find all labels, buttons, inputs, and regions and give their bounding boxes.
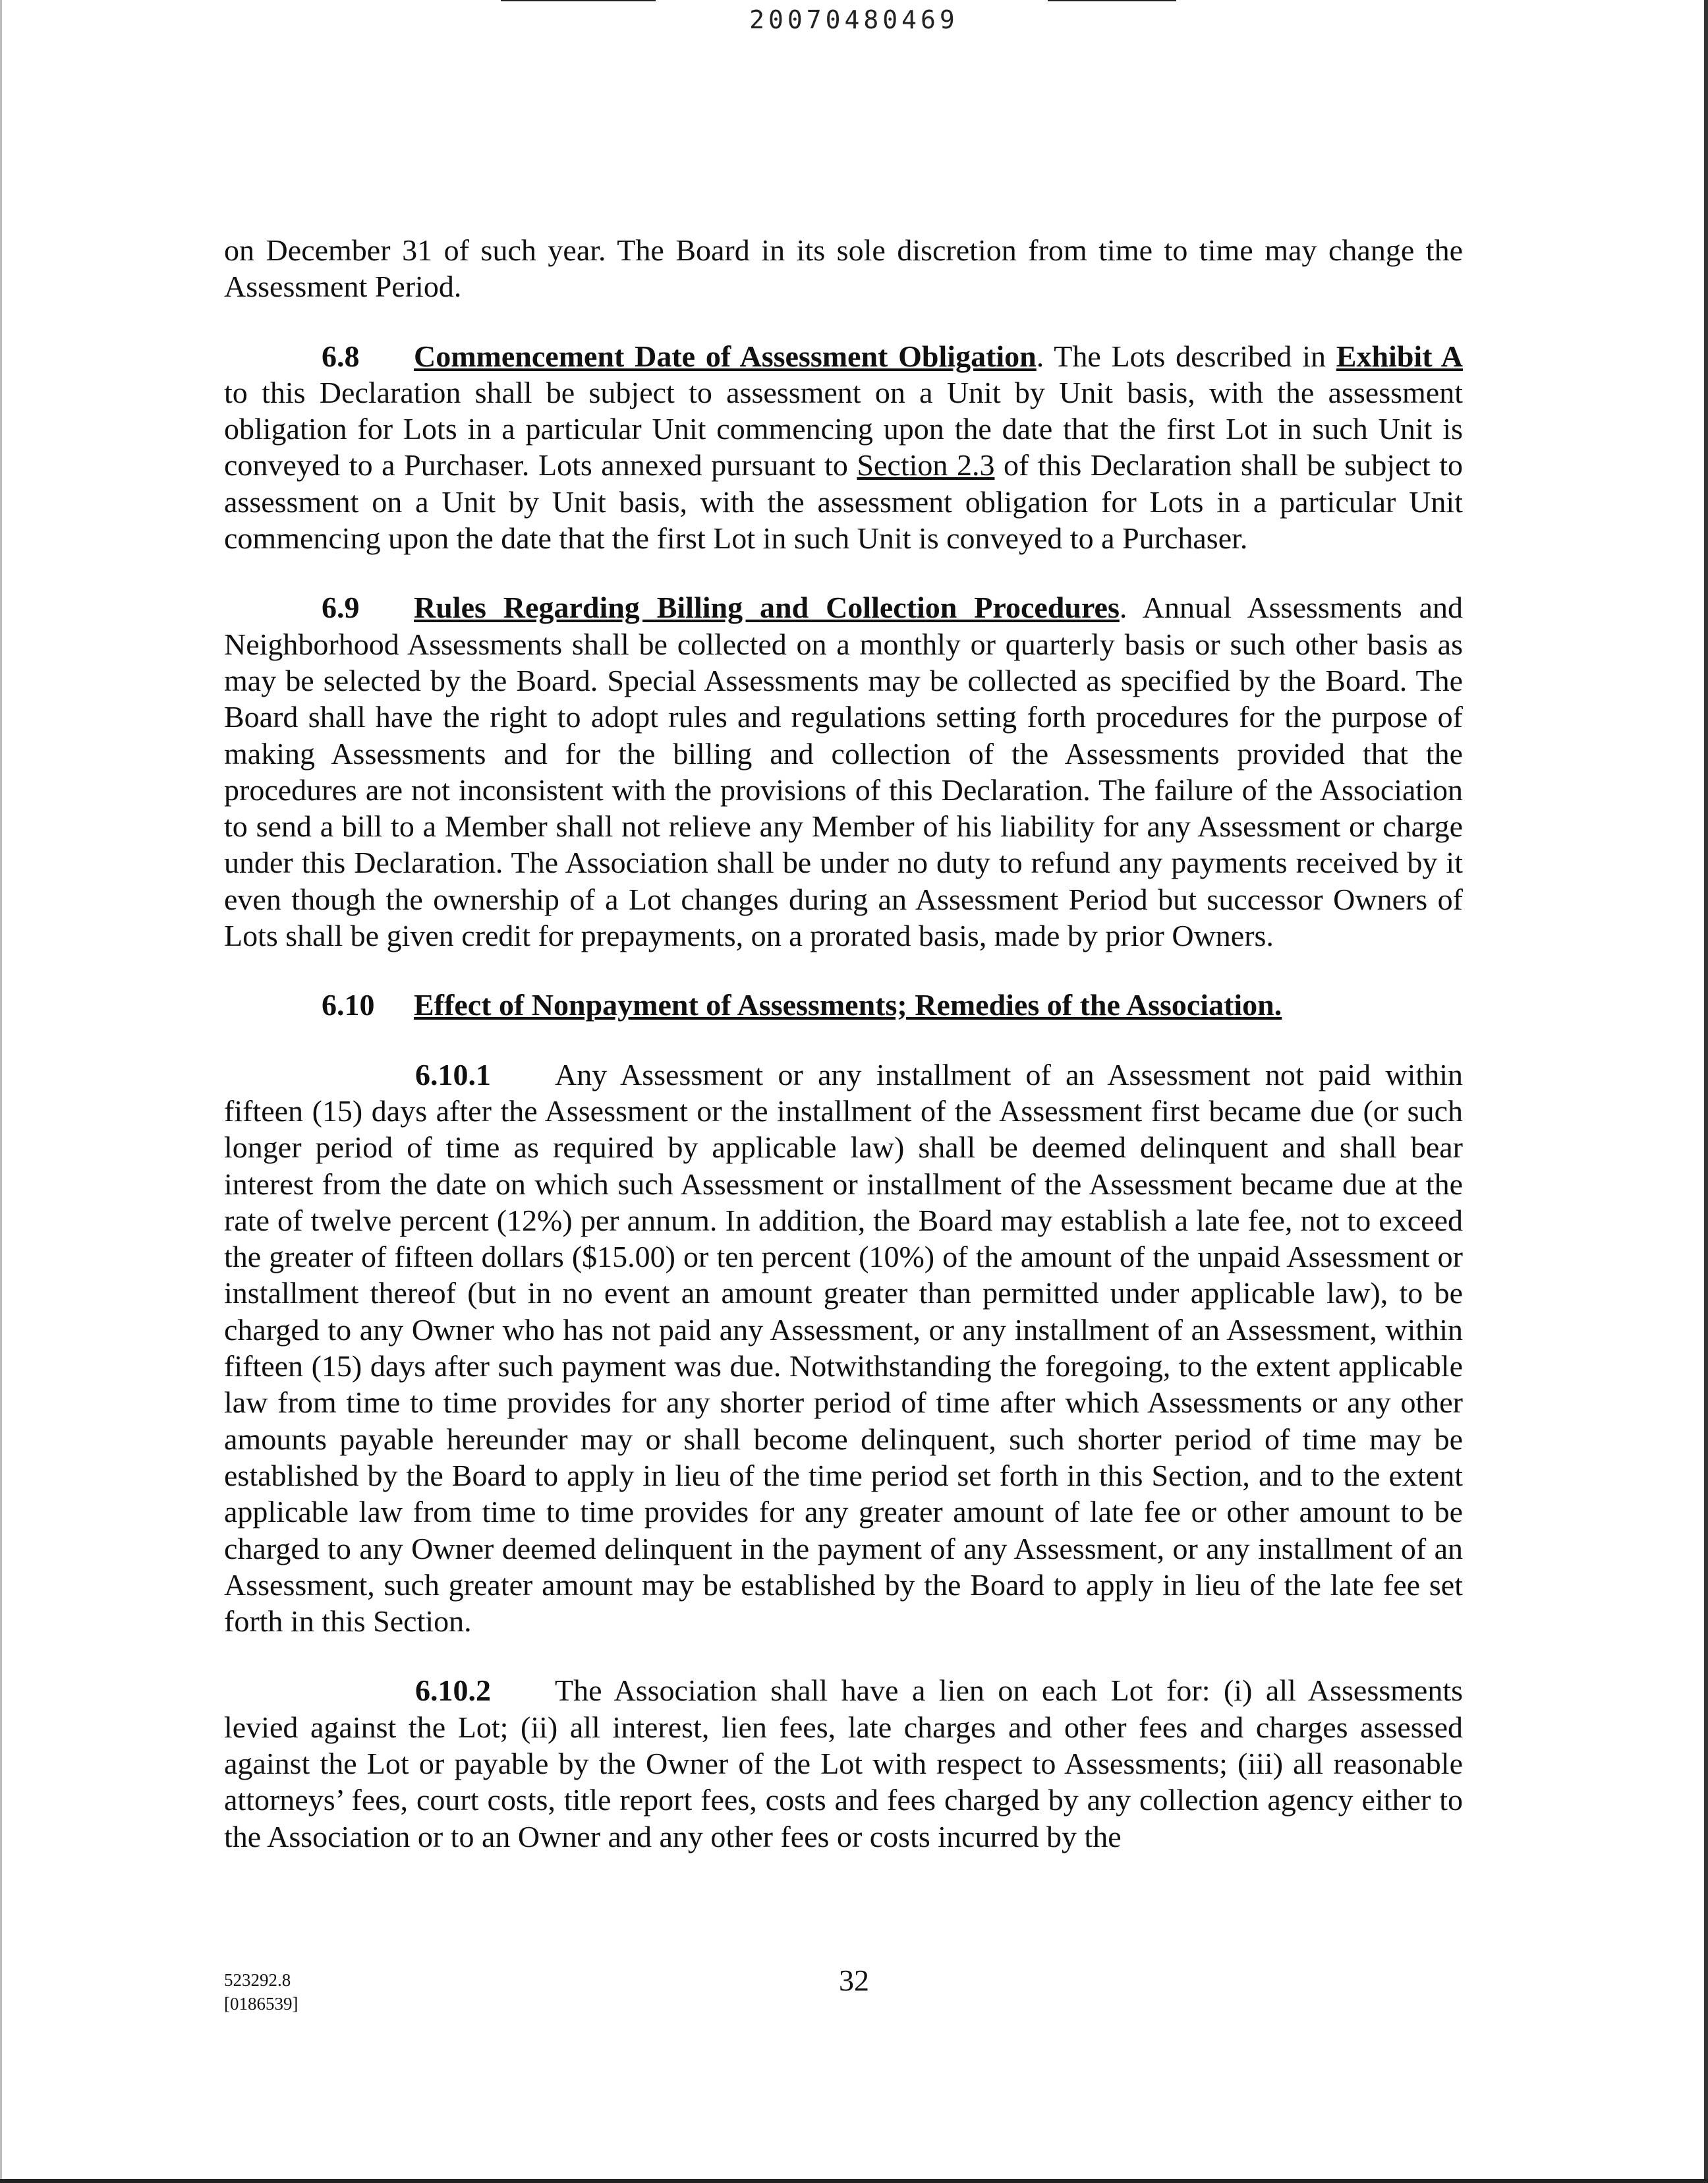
- header-rule-left: [501, 0, 656, 1]
- section-heading: Commencement Date of Assessment Obligation: [414, 339, 1037, 373]
- subsection-text: Any Assessment or any installment of an Assessment not paid within fifteen (15) days after the Assessment or the installment of the Assessment first became due (or such longer period of time as required by applicable law) shall be deemed delinquent and shall bear interest from the date on which such Assessment or installment of the Assessment became due at the rate of twelve percent (12%) per annum. In addition, the Board may establish a late fee, not to exceed the greater of fifteen dollars ($15.00) or ten percent (10%) of the amount of the unpaid Assessment or installment thereof (but in no event an amount greater than permitted under applicable law), to be charged to any Owner who has not paid any Assessment, or any installment of an Assessment, within fifteen (15) days after such payment was due. Notwithstanding the foregoing, to the extent applicable law from time to time provides for any shorter period of time after which Assessments or any other amounts payable hereunder may or shall become delinquent, such shorter period of time may be established by the Board to apply in lieu of the time period set forth in this Section, and to the extent applicable law from time to time provides for any greater amount of late fee or other amount to be charged to any Owner deemed delinquent in the payment of any Assessment, or any installment of an Assessment, such greater amount may be established by the Board to apply in lieu of the late fee set forth in this Section.: [224, 1057, 1463, 1639]
- section-number: 6.9: [322, 591, 360, 625]
- scan-edge-right: [1704, 0, 1708, 2183]
- scan-edge-left: [0, 0, 2, 2183]
- section-6-9: [224, 589, 1463, 954]
- section-6-10-1: [224, 1057, 1463, 1640]
- section-6-8: [224, 338, 1463, 557]
- subsection-number: 6.10.1: [415, 1057, 491, 1092]
- section-number: 6.10: [322, 988, 375, 1022]
- section-text: to this Declaration shall be subject to assessment on a Unit by Unit basis, with the assessment obligation for Lots in a particular Unit commencing upon the date that the first Lot in such Unit is conveyed to a Purchaser. Lots annexed pursuant to: [224, 375, 1463, 482]
- section-text: . The Lots described in: [1036, 339, 1336, 373]
- footer-identifiers: [224, 1968, 298, 2016]
- section-number: 6.8: [322, 339, 360, 373]
- subsection-text: The Association shall have a lien on each Lot for: (i) all Assessments levied against the Lot; (ii) all interest, lien fees, late charges and other fees and charges assessed against the Lot or payable by the Owner of the Lot with respect to Assessments; (iii) all reasonable attorneys’ fees, court costs, title report fees, costs and fees charged by any collection agency either to the Association or to an Owner and any other fees or costs incurred by the: [224, 1674, 1463, 1853]
- exhibit-reference: Exhibit A: [1336, 339, 1463, 373]
- footer-client-matter: [0186539]: [224, 1994, 299, 2014]
- section-6-10: [224, 987, 1463, 1023]
- section-text: of this Declaration shall be subject to assessment on a Unit by Unit basis, with the assessment obligation for Lots in a particular Unit commencing upon the date that the first Lot in such Unit is conveyed to a Purchaser.: [224, 448, 1464, 556]
- page-body: [224, 232, 1463, 1855]
- subsection-number: 6.10.2: [415, 1674, 491, 1708]
- section-heading: Effect of Nonpayment of Assessments; Remedies of the Association.: [414, 988, 1282, 1022]
- paragraph-intro: on December 31 of such year. The Board in its sole discretion from time to time may change the Assessment Period.: [224, 233, 1463, 304]
- header-rule-right: [1048, 0, 1176, 1]
- scan-edge-bottom: [0, 2179, 1708, 2183]
- section-6-10-2: [224, 1672, 1463, 1854]
- section-cross-reference: Section 2.3: [857, 448, 995, 482]
- section-heading: Rules Regarding Billing and Collection Procedures: [414, 591, 1120, 625]
- recording-number: 20070480469: [749, 5, 959, 34]
- page-number: 32: [839, 1964, 869, 1997]
- footer-doc-id: 523292.8: [224, 1970, 291, 1990]
- section-text: . Annual Assessments and Neighborhood Assessments shall be collected on a monthly or quarterly basis or such other basis as may be selected by the Board. Special Assessments may be collected as specified by the Board. The Board shall have the right to adopt rules and regulations setting forth procedures for the purpose of making Assessments and for the billing and collection of the Assessments provided that the procedures are not inconsistent with the provisions of this Declaration. The failure of the Association to send a bill to a Member shall not relieve any Member of his liability for any Assessment or charge under this Declaration. The Association shall be under no duty to refund any payments received by it even though the ownership of a Lot changes during an Assessment Period but successor Owners of Lots shall be given credit for prepayments, on a prorated basis, made by prior Owners.: [224, 591, 1463, 953]
